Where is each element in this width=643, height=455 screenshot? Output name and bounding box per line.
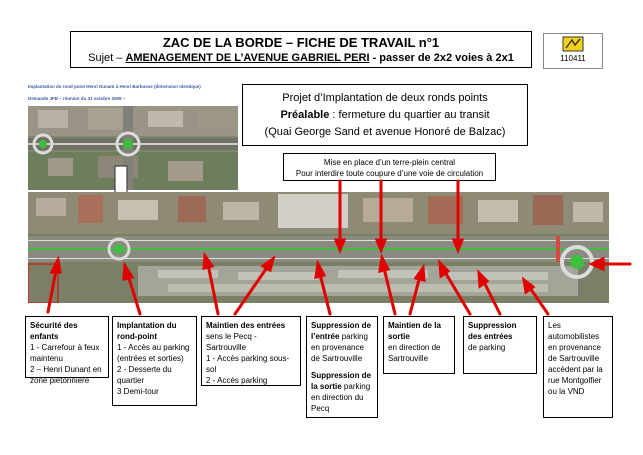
note-4-block-1 — [311, 320, 373, 364]
note-4-title-2: Suppression de la sortie — [311, 371, 372, 391]
subject-prefix: Sujet – — [88, 52, 126, 64]
subject-main: AMENAGEMENT DE L’AVENUE GABRIEL PERI — [125, 52, 370, 64]
logo — [543, 33, 603, 69]
note-7-line-1: Les automobilistes en provenance de Sartrouville accèdent par la rue Montgolfier ou la VND — [548, 321, 603, 396]
note-2-line-1: 1 - Accès au parking (entrées et sorties) — [117, 343, 190, 363]
note-4-line-1: parking en provenance de Sartrouville — [311, 332, 368, 363]
subject-suffix: - passer de 2x2 voies à 2x1 — [369, 52, 514, 64]
header-title: ZAC DE LA BORDE – FICHE DE TRAVAIL n°1 — [162, 35, 440, 50]
note-6-line-1: de parking — [468, 343, 506, 352]
logo-code: 110411 — [560, 54, 586, 63]
note-maintien-entrees — [201, 316, 301, 386]
project-line-2-bold: Préalable — [280, 109, 330, 121]
note-4-block-2 — [311, 370, 373, 414]
note-securite — [25, 316, 109, 385]
note-2-line-3: 3 Demi-tour — [117, 387, 159, 396]
header-box — [70, 31, 532, 68]
aerial-photo-image — [28, 192, 609, 303]
project-line-2 — [243, 107, 527, 124]
project-line-1: Projet d’Implantation de deux ronds points — [282, 92, 488, 104]
project-line-2-rest: : fermeture du quartier au transit — [329, 109, 490, 121]
note-1-title: Sécurité des enfants — [30, 321, 78, 341]
note-suppression-entree — [306, 316, 378, 418]
header-subject — [71, 51, 531, 65]
terre-plein-line-2: Pour interdire toute coupure d’une voie de circulation — [295, 169, 484, 178]
small-map-caption-1: Implantation du rond point Henri Dunant à Henri Barbusse (dimension identique) — [28, 84, 201, 89]
logo-icon — [562, 36, 584, 52]
note-3-line-1: sens le Pecq -Sartrouville — [206, 332, 257, 352]
note-6-title: Suppression des entrées — [468, 321, 517, 341]
note-1-line-2: 2 – Henri Dunant en zone piétonnière — [30, 365, 102, 385]
note-1-line-1: 1 - Carrefour à feux maintenu — [30, 343, 100, 363]
note-maintien-sortie — [383, 316, 455, 374]
note-3-line-3: 2 - Accès parking — [206, 376, 268, 385]
note-2-title: Implantation du rond-point — [117, 321, 177, 341]
project-box — [242, 84, 528, 146]
note-3-line-2: 1 - Accès parking sous-sol — [206, 354, 290, 374]
project-line-3: (Quai George Sand et avenue Honoré de Balzac) — [264, 126, 506, 138]
note-5-line-1: en direction de Sartrouville — [388, 343, 441, 363]
note-automobilistes — [543, 316, 613, 418]
note-suppression-entrees — [463, 316, 537, 374]
note-4-line-2: parking en direction du Pecq — [311, 382, 371, 413]
note-2-line-2: 2 - Desserte du quartier — [117, 365, 172, 385]
note-5-title: Maintien de la sortie — [388, 321, 441, 341]
small-map-caption-2: Demande JFB – réunion du 31 octobre 2009 – — [28, 96, 126, 101]
aerial-photo — [28, 192, 609, 303]
note-implantation — [112, 316, 197, 406]
terre-plein-line-1: Mise en place d’un terre-plein central — [323, 158, 456, 167]
note-4-title: Suppression de l’entrée — [311, 321, 372, 341]
note-3-title: Maintien des entrées — [206, 321, 286, 330]
terre-plein-box — [283, 153, 496, 181]
